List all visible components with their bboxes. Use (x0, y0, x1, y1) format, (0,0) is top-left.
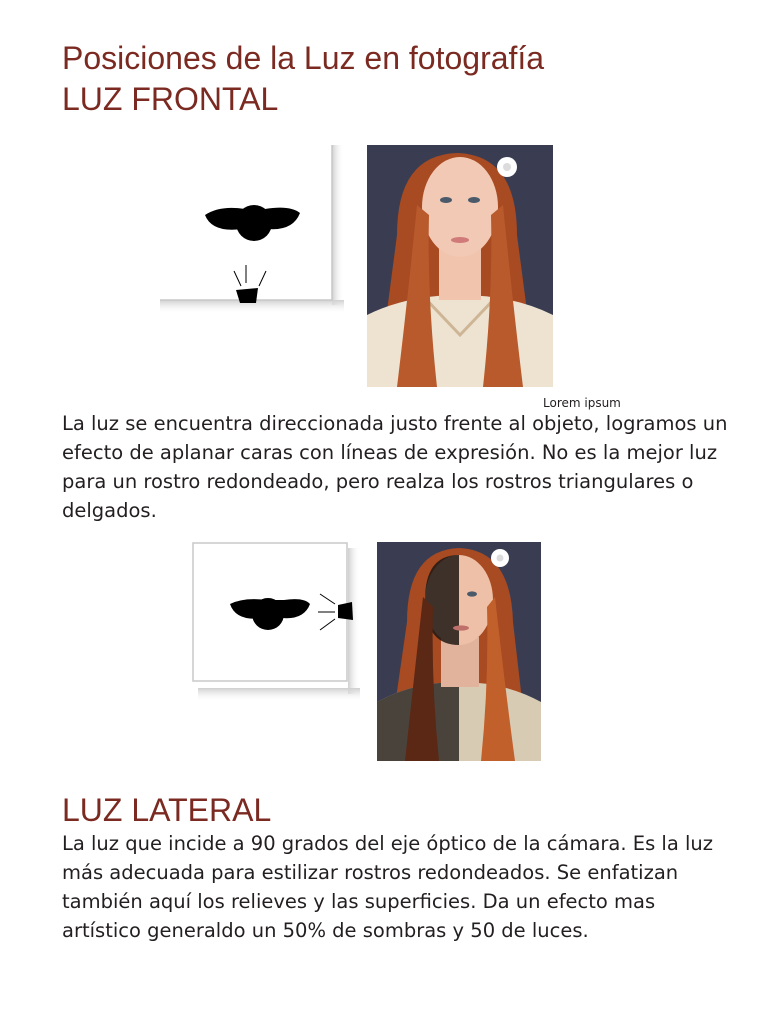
portrait-photo-lateral-light (377, 542, 541, 761)
section-heading-frontal: LUZ FRONTAL (62, 81, 279, 117)
section-heading-lateral: LUZ LATERAL (62, 792, 272, 828)
photo-caption: Lorem ipsum (543, 396, 621, 410)
page-title: Posiciones de la Luz en fotografía (62, 40, 545, 76)
frontal-light-diagram (160, 145, 350, 315)
frontal-light-description: La luz se encuentra direccionada justo frente al objeto, logramos un efecto de aplanar caras con líneas de expresión. No es la mejor luz para un rostro redondeado, pero realza los rostros triangulares o delgados. (62, 412, 728, 522)
portrait-photo-frontal-light (367, 145, 553, 387)
lateral-light-description: La luz que incide a 90 grados del eje óptico de la cámara. Es la luz más adecuada para estilizar rostros redondeados. Se enfatizan también aquí los relieves y las superficies. Da un efecto mas artístico generaldo un 50% de sombras y 50 de luces. (62, 832, 714, 942)
lateral-light-diagram (192, 542, 367, 702)
